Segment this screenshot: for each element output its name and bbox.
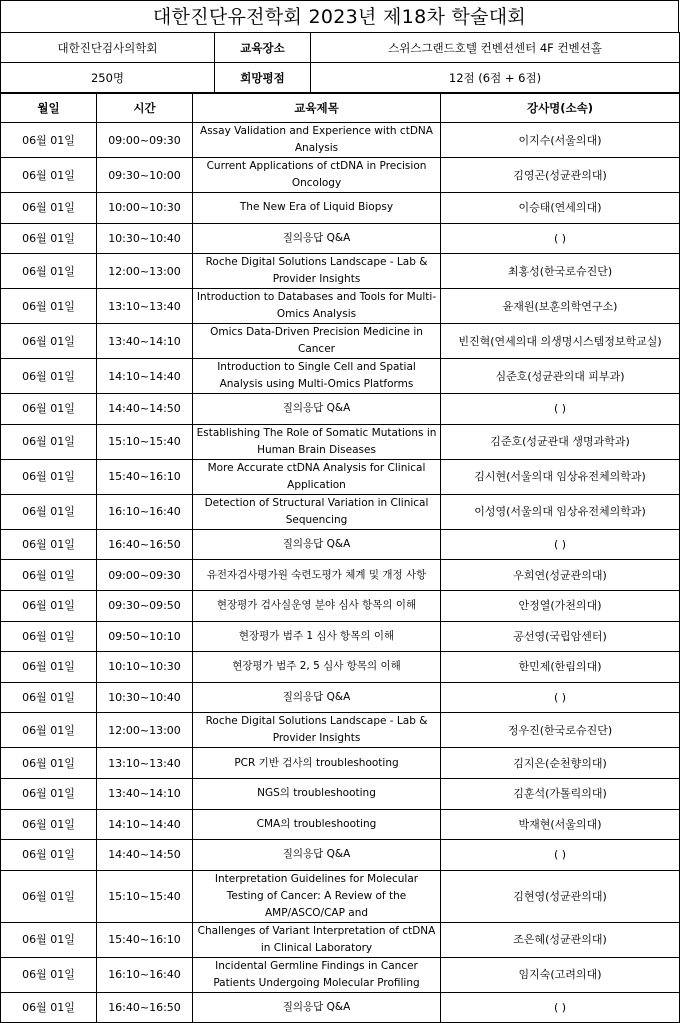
date-cell: 06월 01일 [1, 223, 97, 254]
topic-cell: Roche Digital Solutions Landscape - Lab & Provider Insights [193, 254, 441, 289]
speaker-cell: 윤재원(보훈의학연구소) [441, 289, 680, 324]
speaker-cell: 김훈석(가톨릭의대) [441, 778, 680, 809]
speaker-cell: 정우진(한국로슈진단) [441, 713, 680, 748]
time-cell: 13:10~13:40 [97, 289, 193, 324]
time-cell: 14:40~14:50 [97, 840, 193, 871]
time-cell: 09:00~09:30 [97, 560, 193, 591]
table-row [1, 682, 680, 713]
table-row [1, 424, 680, 459]
speaker-cell: 이지수(서울의대) [441, 123, 680, 158]
table-row [1, 992, 680, 1023]
date-cell: 06월 01일 [1, 778, 97, 809]
date-cell: 06월 01일 [1, 922, 97, 957]
header-time: 시간 [97, 94, 193, 123]
date-cell: 06월 01일 [1, 840, 97, 871]
topic-cell: 질의응답 Q&A [193, 840, 441, 871]
info-table [0, 32, 680, 93]
time-cell: 09:00~09:30 [97, 123, 193, 158]
date-cell: 06월 01일 [1, 992, 97, 1023]
date-cell: 06월 01일 [1, 560, 97, 591]
topic-cell: NGS의 troubleshooting [193, 778, 441, 809]
header-topic: 교육제목 [193, 94, 441, 123]
time-cell: 12:00~13:00 [97, 254, 193, 289]
table-row [1, 809, 680, 840]
table-row [1, 394, 680, 425]
time-cell: 16:10~16:40 [97, 957, 193, 992]
speaker-cell: 김준호(성균관대 생명과학과) [441, 424, 680, 459]
topic-cell: 질의응답 Q&A [193, 682, 441, 713]
time-cell: 14:40~14:50 [97, 394, 193, 425]
table-row [1, 870, 680, 922]
date-cell: 06월 01일 [1, 870, 97, 922]
date-cell: 06월 01일 [1, 424, 97, 459]
topic-cell: Establishing The Role of Somatic Mutations in Human Brain Diseases [193, 424, 441, 459]
venue-label: 교육장소 [215, 33, 311, 63]
speaker-cell: 김지은(순천향의대) [441, 748, 680, 779]
time-cell: 09:50~10:10 [97, 621, 193, 652]
topic-cell: Omics Data-Driven Precision Medicine in Cancer [193, 324, 441, 359]
date-cell: 06월 01일 [1, 158, 97, 193]
speaker-cell: 박재현(서울의대) [441, 809, 680, 840]
topic-cell: Incidental Germline Findings in Cancer Patients Undergoing Molecular Profiling [193, 957, 441, 992]
header-speaker: 강사명(소속) [441, 94, 680, 123]
time-cell: 13:40~14:10 [97, 778, 193, 809]
speaker-cell: 이승태(연세의대) [441, 193, 680, 224]
time-cell: 12:00~13:00 [97, 713, 193, 748]
date-cell: 06월 01일 [1, 394, 97, 425]
speaker-cell: 한민제(한림의대) [441, 652, 680, 683]
topic-cell: The New Era of Liquid Biopsy [193, 193, 441, 224]
date-cell: 06월 01일 [1, 359, 97, 394]
venue-cell: 스위스그랜드호텔 컨벤션센터 4F 컨벤션홀 [311, 33, 680, 63]
speaker-cell: 김현영(성균관의대) [441, 870, 680, 922]
topic-cell: 유전자검사평가원 숙련도평가 체계 및 개정 사항 [193, 560, 441, 591]
time-cell: 14:10~14:40 [97, 359, 193, 394]
topic-cell: 질의응답 Q&A [193, 529, 441, 560]
date-cell: 06월 01일 [1, 809, 97, 840]
speaker-cell: 이성영(서울의대 임상유전체의학과) [441, 494, 680, 529]
table-row [1, 560, 680, 591]
speaker-cell: 김시현(서울의대 임상유전체의학과) [441, 459, 680, 494]
speaker-cell: 안정열(가천의대) [441, 590, 680, 621]
table-row [1, 590, 680, 621]
speaker-cell: 김영곤(성균관의대) [441, 158, 680, 193]
topic-cell: 질의응답 Q&A [193, 992, 441, 1023]
time-cell: 14:10~14:40 [97, 809, 193, 840]
topic-cell: Assay Validation and Experience with ctDNA Analysis [193, 123, 441, 158]
speaker-cell: 심준호(성균관의대 피부과) [441, 359, 680, 394]
speaker-cell: ( ) [441, 394, 680, 425]
time-cell: 16:40~16:50 [97, 992, 193, 1023]
page-title: 대한진단유전학회 2023년 제18차 학술대회 [0, 0, 679, 32]
date-cell: 06월 01일 [1, 123, 97, 158]
date-cell: 06월 01일 [1, 289, 97, 324]
table-row [1, 123, 680, 158]
topic-cell: Interpretation Guidelines for Molecular Testing of Cancer: A Review of the AMP/ASCO/CAP and [193, 870, 441, 922]
date-cell: 06월 01일 [1, 494, 97, 529]
table-row [1, 529, 680, 560]
topic-cell: Introduction to Databases and Tools for Multi-Omics Analysis [193, 289, 441, 324]
topic-cell: 현장평가 검사실운영 분야 심사 항목의 이해 [193, 590, 441, 621]
speaker-cell: ( ) [441, 992, 680, 1023]
time-cell: 10:10~10:30 [97, 652, 193, 683]
time-cell: 15:10~15:40 [97, 424, 193, 459]
topic-cell: PCR 기반 검사의 troubleshooting [193, 748, 441, 779]
time-cell: 13:40~14:10 [97, 324, 193, 359]
score-label: 희망평점 [215, 63, 311, 93]
topic-cell: Challenges of Variant Interpretation of ctDNA in Clinical Laboratory [193, 922, 441, 957]
speaker-cell: 임지숙(고려의대) [441, 957, 680, 992]
table-row [1, 748, 680, 779]
topic-cell: Detection of Structural Variation in Clinical Sequencing [193, 494, 441, 529]
info-row-score [1, 63, 680, 93]
date-cell: 06월 01일 [1, 459, 97, 494]
topic-cell: CMA의 troubleshooting [193, 809, 441, 840]
table-row [1, 158, 680, 193]
table-row [1, 957, 680, 992]
date-cell: 06월 01일 [1, 529, 97, 560]
organizer-cell: 대한진단검사의학회 [1, 33, 215, 63]
topic-cell: 질의응답 Q&A [193, 394, 441, 425]
date-cell: 06월 01일 [1, 590, 97, 621]
topic-cell: Introduction to Single Cell and Spatial Analysis using Multi-Omics Platforms [193, 359, 441, 394]
speaker-cell: 조은혜(성균관의대) [441, 922, 680, 957]
topic-cell: More Accurate ctDNA Analysis for Clinical Application [193, 459, 441, 494]
topic-cell: 현장평가 범주 1 심사 항목의 이해 [193, 621, 441, 652]
time-cell: 15:40~16:10 [97, 922, 193, 957]
topic-cell: 현장평가 범주 2, 5 심사 항목의 이해 [193, 652, 441, 683]
time-cell: 16:10~16:40 [97, 494, 193, 529]
time-cell: 15:10~15:40 [97, 870, 193, 922]
date-cell: 06월 01일 [1, 713, 97, 748]
table-row [1, 359, 680, 394]
date-cell: 06월 01일 [1, 324, 97, 359]
table-row [1, 778, 680, 809]
speaker-cell: 공선영(국립암센터) [441, 621, 680, 652]
table-row [1, 324, 680, 359]
header-row [1, 94, 680, 123]
table-row [1, 713, 680, 748]
time-cell: 10:30~10:40 [97, 682, 193, 713]
score-cell: 12점 (6점 + 6점) [311, 63, 680, 93]
speaker-cell: 빈진혁(연세의대 의생명시스템정보학교실) [441, 324, 680, 359]
info-row-venue [1, 33, 680, 63]
header-date: 월일 [1, 94, 97, 123]
table-row [1, 459, 680, 494]
date-cell: 06월 01일 [1, 652, 97, 683]
table-row [1, 922, 680, 957]
time-cell: 10:30~10:40 [97, 223, 193, 254]
date-cell: 06월 01일 [1, 957, 97, 992]
speaker-cell: ( ) [441, 529, 680, 560]
time-cell: 16:40~16:50 [97, 529, 193, 560]
time-cell: 15:40~16:10 [97, 459, 193, 494]
table-row [1, 193, 680, 224]
table-row [1, 254, 680, 289]
date-cell: 06월 01일 [1, 748, 97, 779]
date-cell: 06월 01일 [1, 621, 97, 652]
date-cell: 06월 01일 [1, 682, 97, 713]
speaker-cell: ( ) [441, 682, 680, 713]
speaker-cell: ( ) [441, 223, 680, 254]
table-row [1, 494, 680, 529]
speaker-cell: 최홍성(한국로슈진단) [441, 254, 680, 289]
schedule-body [1, 123, 680, 1023]
time-cell: 09:30~10:00 [97, 158, 193, 193]
table-row [1, 223, 680, 254]
table-row [1, 652, 680, 683]
topic-cell: Current Applications of ctDNA in Precision Oncology [193, 158, 441, 193]
time-cell: 13:10~13:40 [97, 748, 193, 779]
table-row [1, 289, 680, 324]
topic-cell: 질의응답 Q&A [193, 223, 441, 254]
table-row [1, 840, 680, 871]
topic-cell: Roche Digital Solutions Landscape - Lab & Provider Insights [193, 713, 441, 748]
speaker-cell: ( ) [441, 840, 680, 871]
schedule-table [0, 93, 680, 1023]
speaker-cell: 우희연(성균관의대) [441, 560, 680, 591]
time-cell: 10:00~10:30 [97, 193, 193, 224]
time-cell: 09:30~09:50 [97, 590, 193, 621]
capacity-cell: 250명 [1, 63, 215, 93]
date-cell: 06월 01일 [1, 254, 97, 289]
table-row [1, 621, 680, 652]
date-cell: 06월 01일 [1, 193, 97, 224]
